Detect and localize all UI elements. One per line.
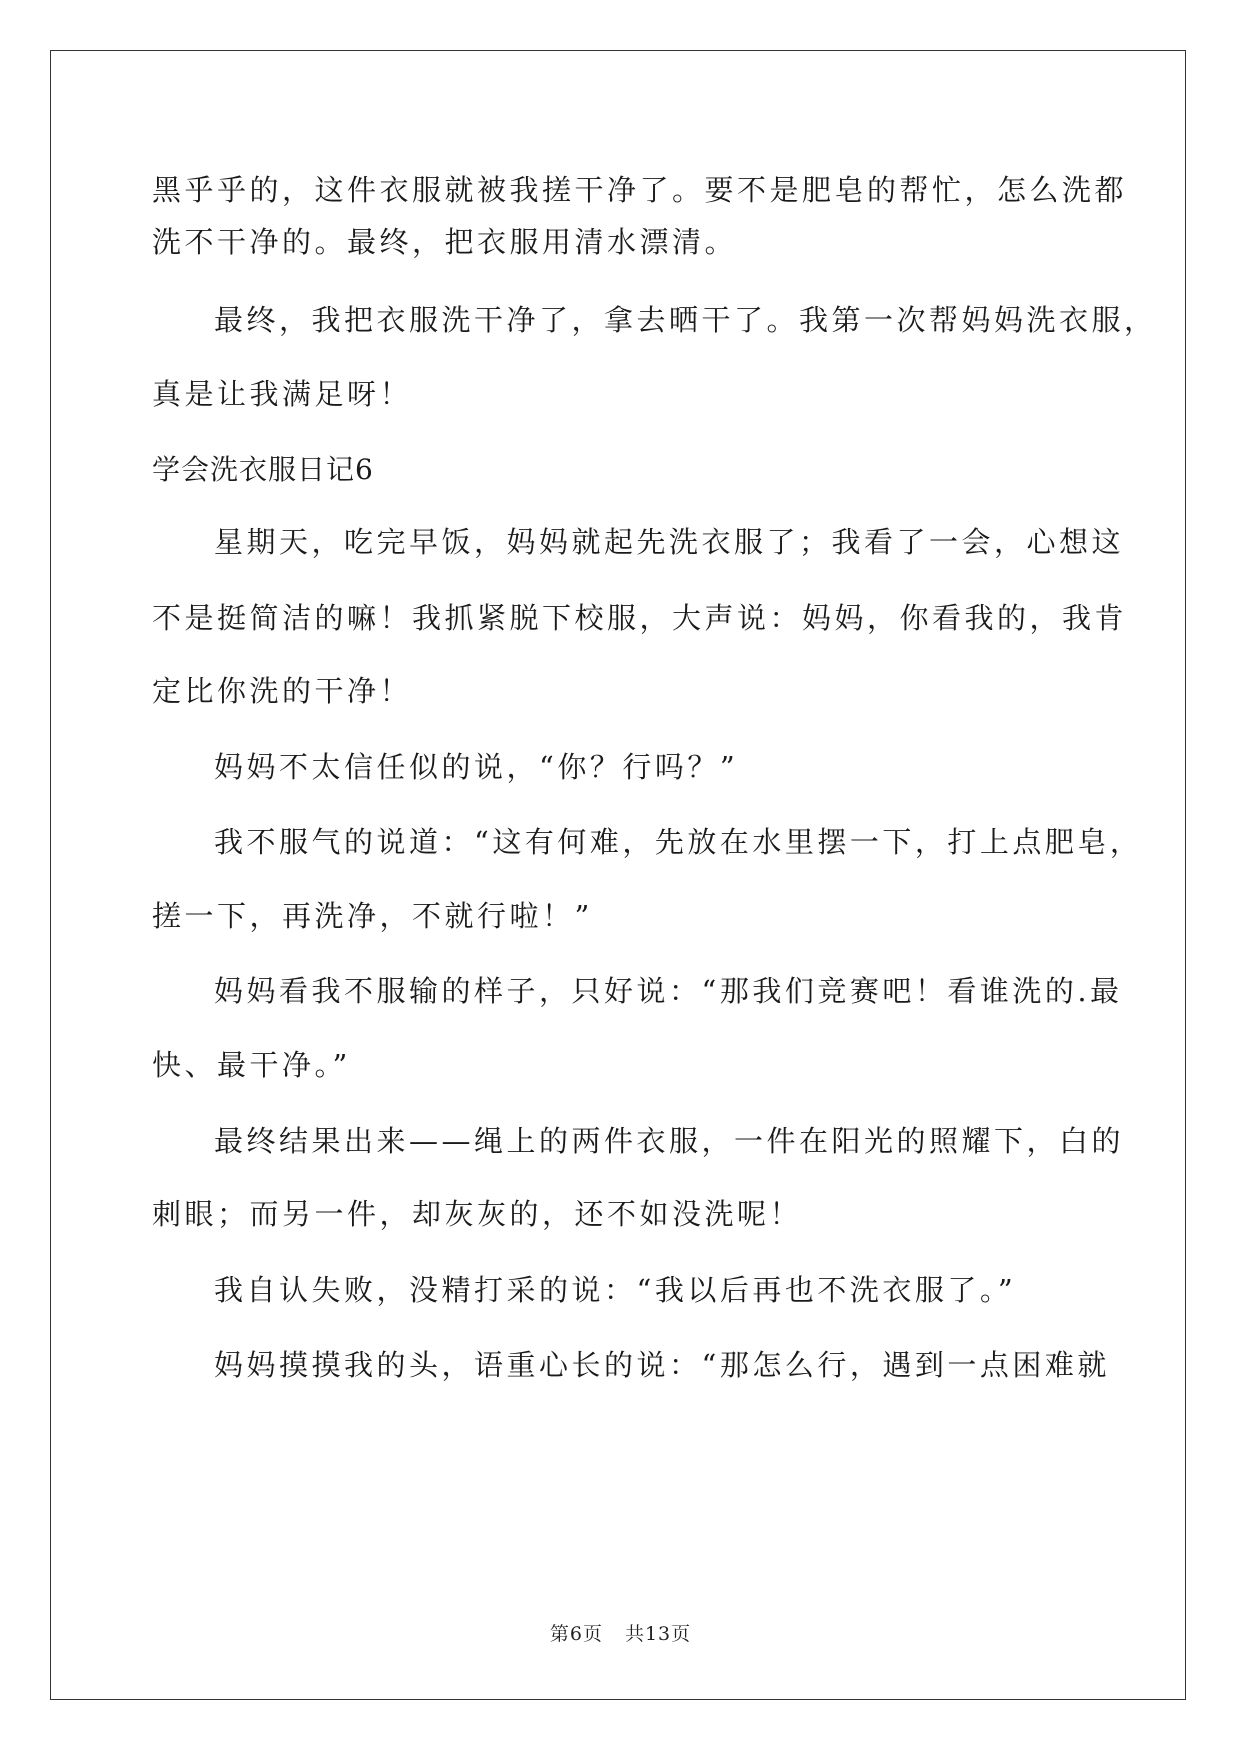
paragraph-line: 黑乎乎的，这件衣服就被我搓干净了。要不是肥皂的帮忙，怎么洗都 bbox=[152, 173, 1128, 207]
paragraph-line: 妈妈看我不服输的样子，只好说：“那我们竞赛吧！看谁洗的.最 bbox=[214, 974, 1123, 1008]
section-heading: 学会洗衣服日记6 bbox=[152, 453, 374, 486]
paragraph-line: 真是让我满足呀！ bbox=[152, 377, 413, 411]
paragraph-line: 最终，我把衣服洗干净了，拿去晒干了。我第一次帮妈妈洗衣服， bbox=[214, 303, 1157, 337]
paragraph-line: 快、最干净。” bbox=[152, 1048, 351, 1082]
page-number: 第6页 bbox=[549, 1623, 603, 1645]
paragraph-line: 我自认失败，没精打采的说：“我以后再也不洗衣服了。” bbox=[214, 1273, 1017, 1307]
paragraph-line: 妈妈不太信任似的说，“你？行吗？” bbox=[214, 750, 739, 784]
paragraph-line: 洗不干净的。最终，把衣服用清水漂清。 bbox=[152, 225, 738, 259]
paragraph-line: 妈妈摸摸我的头，语重心长的说：“那怎么行，遇到一点困难就 bbox=[214, 1348, 1110, 1382]
paragraph-line: 我不服气的说道：“这有何难，先放在水里摆一下，打上点肥皂， bbox=[214, 825, 1143, 859]
total-pages: 共13页 bbox=[624, 1623, 692, 1645]
paragraph-line: 定比你洗的干净！ bbox=[152, 674, 413, 708]
paragraph-line: 最终结果出来——绳上的两件衣服，一件在阳光的照耀下，白的 bbox=[214, 1124, 1125, 1158]
paragraph-line: 搓一下，再洗净，不就行啦！” bbox=[152, 899, 593, 933]
paragraph-line: 刺眼；而另一件，却灰灰的，还不如没洗呢！ bbox=[152, 1197, 803, 1231]
paragraph-line: 星期天，吃完早饭，妈妈就起先洗衣服了；我看了一会，心想这 bbox=[214, 525, 1125, 559]
page-footer bbox=[0, 1622, 1241, 1646]
page-border bbox=[50, 50, 1186, 1700]
paragraph-line: 不是挺简洁的嘛！我抓紧脱下校服，大声说：妈妈，你看我的，我肯 bbox=[152, 601, 1128, 635]
